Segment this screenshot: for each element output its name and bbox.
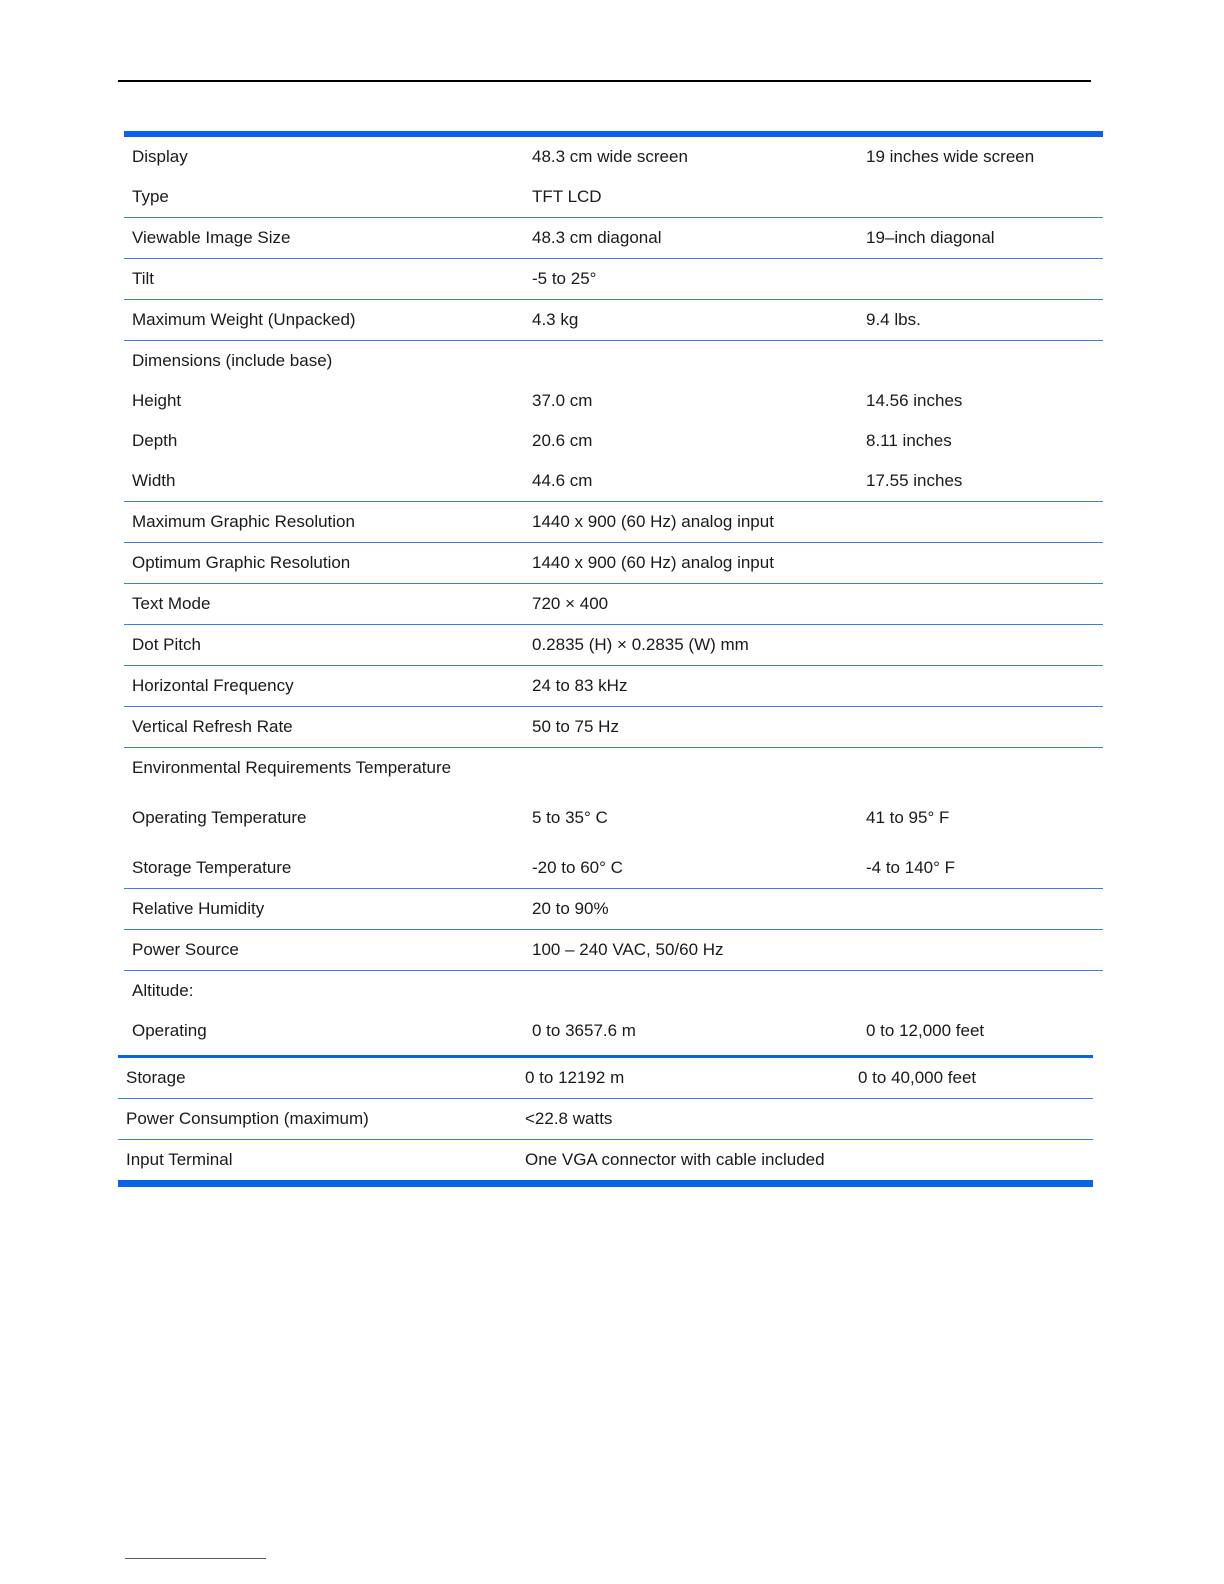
spec-row bbox=[124, 748, 1103, 789]
spec-value-imperial: 8.11 inches bbox=[866, 431, 952, 450]
spec-value-metric: 4.3 kg bbox=[524, 300, 858, 341]
spec-value-imperial bbox=[858, 971, 1103, 1012]
spec-value-metric: 100 – 240 VAC, 50/60 Hz bbox=[524, 930, 858, 971]
specifications-table bbox=[124, 131, 1103, 1051]
spec-row bbox=[118, 1099, 1093, 1140]
spec-value-imperial bbox=[858, 930, 1103, 971]
spec-label: Maximum Graphic Resolution bbox=[124, 502, 524, 543]
spec-row bbox=[124, 421, 1103, 461]
spec-value-metric bbox=[524, 971, 858, 1012]
spec-row bbox=[124, 1011, 1103, 1051]
spec-value-metric: -20 to 60° C bbox=[524, 848, 858, 889]
spec-value-imperial: 14.56 inches bbox=[866, 391, 963, 410]
spec-label: Depth bbox=[132, 431, 178, 450]
spec-value-imperial bbox=[858, 177, 1103, 218]
spec-label: Power Source bbox=[124, 930, 524, 971]
spec-label: Operating Temperature bbox=[132, 808, 307, 827]
spec-value-metric: <22.8 watts bbox=[517, 1099, 850, 1140]
spec-value-metric: One VGA connector with cable included bbox=[517, 1140, 850, 1184]
spec-label: Operating bbox=[132, 1021, 207, 1040]
spec-label: Type bbox=[124, 177, 524, 218]
spec-value-metric: 37.0 cm bbox=[532, 391, 593, 410]
spec-value-imperial bbox=[858, 543, 1103, 584]
spec-label: Horizontal Frequency bbox=[124, 666, 524, 707]
specifications-table-body bbox=[124, 134, 1103, 1051]
spec-label: Relative Humidity bbox=[124, 889, 524, 930]
spec-label: Dimensions (include base) bbox=[132, 351, 333, 370]
spec-value-imperial bbox=[858, 889, 1103, 930]
spec-value-imperial bbox=[858, 748, 1103, 789]
spec-value-imperial: 0 to 40,000 feet bbox=[850, 1057, 1093, 1099]
spec-label: Tilt bbox=[124, 259, 524, 300]
spec-row bbox=[118, 1057, 1093, 1099]
spec-value-metric: 44.6 cm bbox=[524, 461, 858, 502]
spec-row bbox=[124, 930, 1103, 971]
spec-value-metric: 20.6 cm bbox=[532, 431, 593, 450]
spec-row bbox=[124, 584, 1103, 625]
spec-label: Maximum Weight (Unpacked) bbox=[124, 300, 524, 341]
spec-value-metric: 1440 x 900 (60 Hz) analog input bbox=[524, 543, 858, 584]
spec-row bbox=[124, 543, 1103, 584]
specifications-table-continued-body bbox=[118, 1057, 1093, 1184]
spec-value-imperial bbox=[858, 707, 1103, 748]
spec-label: Optimum Graphic Resolution bbox=[124, 543, 524, 584]
spec-label: Vertical Refresh Rate bbox=[124, 707, 524, 748]
spec-row bbox=[124, 218, 1103, 259]
spec-value-metric: 20 to 90% bbox=[524, 889, 858, 930]
spec-label: Input Terminal bbox=[118, 1140, 517, 1184]
spec-value-metric: 720 × 400 bbox=[524, 584, 858, 625]
spec-row bbox=[124, 666, 1103, 707]
spec-value-imperial: 9.4 lbs. bbox=[858, 300, 1103, 341]
spec-row bbox=[124, 177, 1103, 218]
spec-label: Dot Pitch bbox=[124, 625, 524, 666]
spec-value-metric: 1440 x 900 (60 Hz) analog input bbox=[524, 502, 858, 543]
spec-label: Display bbox=[124, 134, 524, 177]
spec-row bbox=[124, 889, 1103, 930]
spec-value-metric: 50 to 75 Hz bbox=[524, 707, 858, 748]
spec-label: Viewable Image Size bbox=[124, 218, 524, 259]
spec-value-metric: 0 to 12192 m bbox=[517, 1057, 850, 1099]
specifications-table-continued bbox=[118, 1055, 1093, 1187]
spec-label: Environmental Requirements Temperature bbox=[132, 758, 452, 777]
spec-label: Height bbox=[132, 391, 182, 410]
spec-value-imperial bbox=[858, 341, 1103, 382]
spec-row bbox=[124, 300, 1103, 341]
spec-value-imperial bbox=[858, 259, 1103, 300]
spec-row bbox=[124, 788, 1103, 848]
spec-row bbox=[124, 134, 1103, 177]
header-rule bbox=[118, 80, 1091, 82]
spec-row bbox=[118, 1140, 1093, 1184]
spec-label: Text Mode bbox=[124, 584, 524, 625]
spec-value-imperial bbox=[850, 1099, 1093, 1140]
spec-value-metric: -5 to 25° bbox=[524, 259, 858, 300]
spec-row bbox=[124, 971, 1103, 1012]
spec-label: Altitude: bbox=[132, 981, 194, 1000]
spec-label: Width bbox=[124, 461, 524, 502]
spec-value-metric: 24 to 83 kHz bbox=[524, 666, 858, 707]
spec-value-metric: 5 to 35° C bbox=[532, 808, 608, 827]
spec-value-imperial bbox=[858, 666, 1103, 707]
spec-label: Storage bbox=[118, 1057, 517, 1099]
spec-value-imperial bbox=[850, 1140, 1093, 1184]
spec-value-metric: 0 to 3657.6 m bbox=[532, 1021, 636, 1040]
spec-row bbox=[124, 341, 1103, 382]
footnote-rule bbox=[125, 1558, 266, 1559]
spec-value-metric: 48.3 cm wide screen bbox=[524, 134, 858, 177]
spec-value-imperial: 19–inch diagonal bbox=[858, 218, 1103, 259]
spec-value-metric bbox=[524, 748, 858, 789]
spec-row bbox=[124, 502, 1103, 543]
spec-value-imperial: -4 to 140° F bbox=[858, 848, 1103, 889]
spec-value-imperial: 19 inches wide screen bbox=[858, 134, 1103, 177]
spec-row bbox=[124, 259, 1103, 300]
spec-label: Storage Temperature bbox=[124, 848, 524, 889]
spec-value-imperial bbox=[858, 502, 1103, 543]
spec-value-imperial bbox=[858, 584, 1103, 625]
spec-row bbox=[124, 461, 1103, 502]
spec-value-imperial: 41 to 95° F bbox=[866, 808, 950, 827]
spec-value-metric: 0.2835 (H) × 0.2835 (W) mm bbox=[524, 625, 858, 666]
spec-row bbox=[124, 848, 1103, 889]
spec-label: Power Consumption (maximum) bbox=[118, 1099, 517, 1140]
spec-row bbox=[124, 707, 1103, 748]
spec-value-metric: TFT LCD bbox=[524, 177, 858, 218]
spec-row bbox=[124, 381, 1103, 421]
spec-value-metric: 48.3 cm diagonal bbox=[524, 218, 858, 259]
spec-value-imperial: 0 to 12,000 feet bbox=[866, 1021, 985, 1040]
spec-row bbox=[124, 625, 1103, 666]
spec-value-metric bbox=[524, 341, 858, 382]
spec-value-imperial bbox=[858, 625, 1103, 666]
spec-value-imperial: 17.55 inches bbox=[858, 461, 1103, 502]
